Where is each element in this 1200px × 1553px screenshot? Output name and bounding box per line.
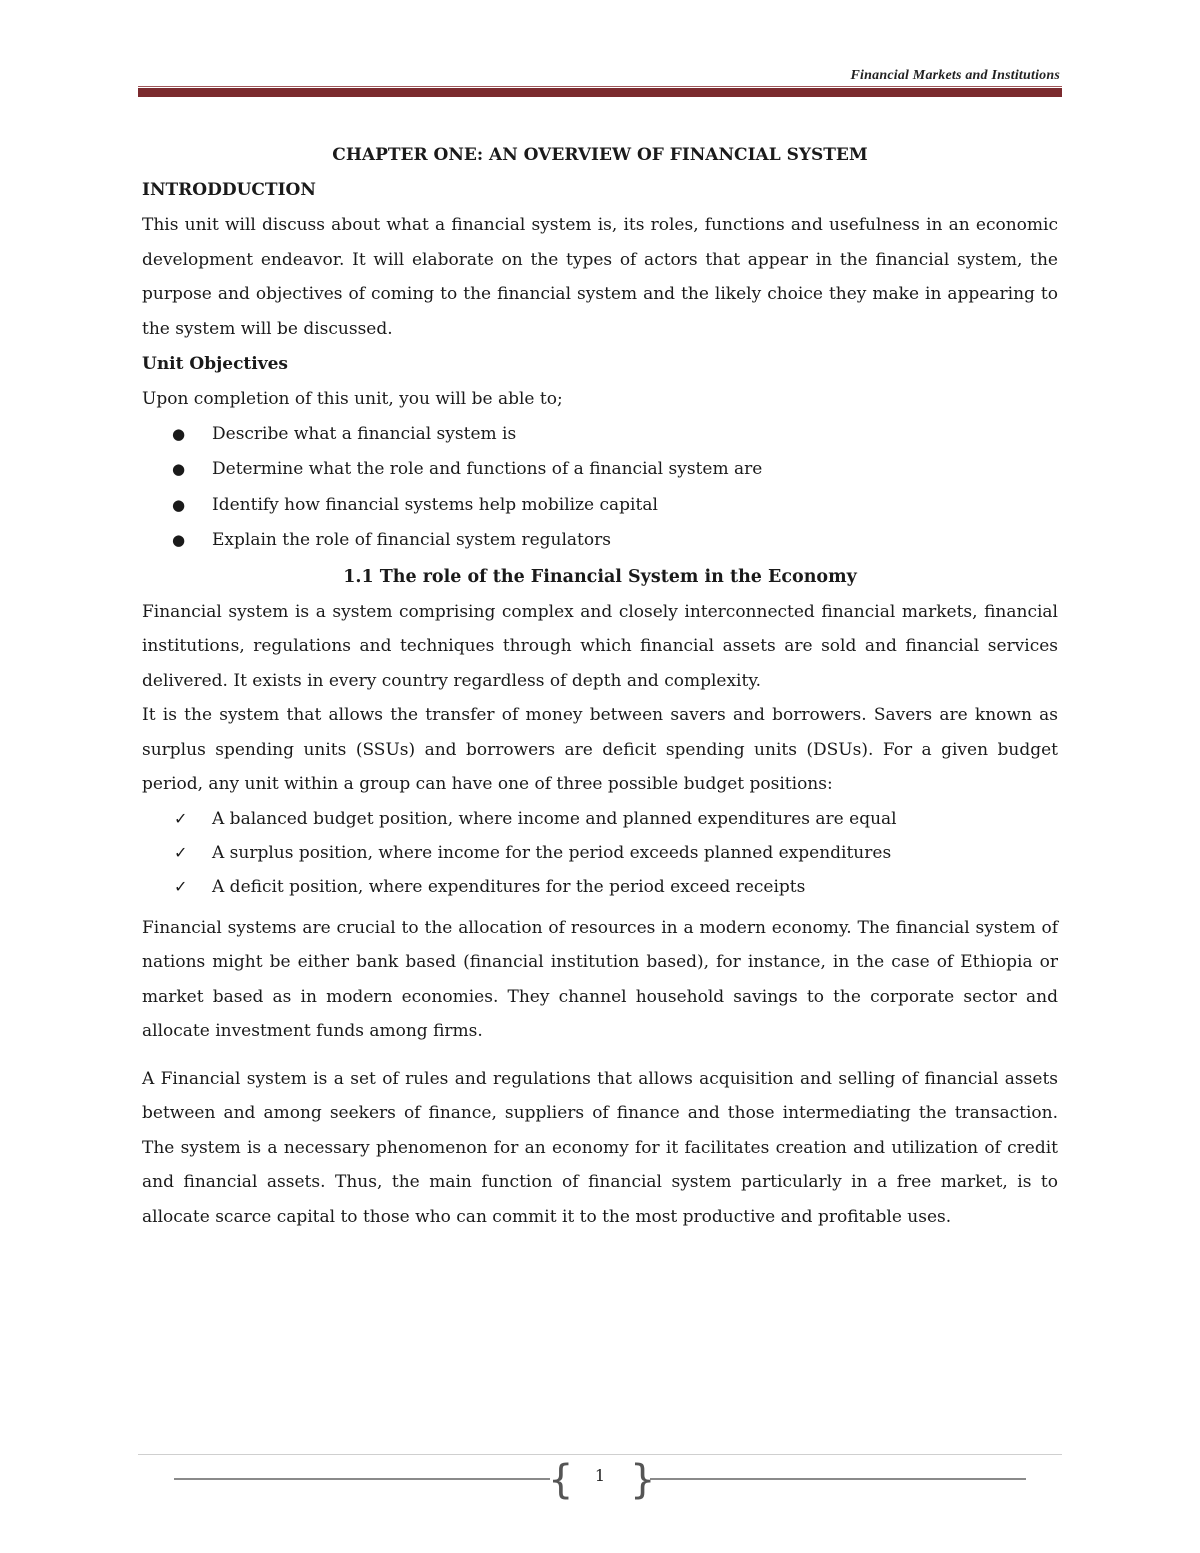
list-item [142, 488, 1058, 524]
list-item-text: Describe what a financial system is [212, 423, 517, 444]
budget-positions-list [142, 802, 1058, 904]
bullet-icon: ● [172, 460, 186, 478]
left-bracket-icon: { [548, 1457, 574, 1503]
header-rule [138, 88, 1062, 97]
running-header-title: Financial Markets and Institutions [850, 68, 1060, 83]
introduction-paragraph: This unit will discuss about what a financial system is, its roles, functions and usefulness in an economic development endeavor. It will elaborate on the types of actors that appear in the financial system, the purpose and objectives of coming to the financial system and the likely choice they make in appearing to the system will be discussed. [142, 215, 1058, 339]
page-number: 1 [594, 1466, 606, 1485]
list-item [142, 523, 1058, 559]
spacer [142, 1049, 1058, 1062]
list-item-text: Determine what the role and functions of a financial system are [212, 459, 763, 479]
footer-divider [138, 1454, 1062, 1455]
list-item [142, 452, 1058, 488]
section-paragraph-2: It is the system that allows the transfer of money between savers and borrowers. Savers are known as surplus spending units (SSUs) and borrowers are deficit spending units (DSUs). For a given budget period, any unit within a group can have one of three possible budget positions: [142, 705, 1058, 794]
objectives-lead: Upon completion of this unit, you will be able to; [142, 389, 563, 409]
list-item-text: A deficit position, where expenditures for the period exceed receipts [212, 876, 806, 897]
section-title: 1.1 The role of the Financial System in the Economy [343, 566, 857, 587]
list-item-text: Explain the role of financial system regulators [212, 530, 611, 550]
checkmark-icon: ✓ [174, 842, 188, 862]
objectives-heading: Unit Objectives [142, 354, 289, 374]
section-paragraph-4: A Financial system is a set of rules and regulations that allows acquisition and selling of financial assets between and among seekers of finance, suppliers of finance and those intermediating the transaction. The system is a necessary phenomenon for an economy for it facilitates creation and utilization of credit and financial assets. Thus, the main function of financial system particularly in a free market, is to allocate scarce capital to those who can commit it to the most productive and profitable uses. [142, 1068, 1058, 1227]
list-item [142, 417, 1058, 453]
footer-line-left [174, 1478, 550, 1480]
bullet-icon: ● [172, 495, 186, 514]
checkmark-icon: ✓ [174, 808, 188, 828]
checkmark-icon: ✓ [174, 876, 188, 896]
list-item [142, 836, 1058, 870]
bullet-icon: ● [172, 424, 186, 443]
right-bracket-icon: } [630, 1457, 656, 1503]
spacer [142, 904, 1058, 911]
section-paragraph-1: Financial system is a system comprising complex and closely interconnected financial markets, financial institutions, regulations and techniques through which financial assets are sold and financial services delivered. It exists in every country regardless of depth and complexity. [142, 601, 1058, 691]
bullet-icon: ● [172, 531, 186, 549]
list-item-text: A surplus position, where income for the period exceeds planned expenditures [212, 842, 892, 863]
footer-line-right [650, 1478, 1026, 1480]
chapter-title: CHAPTER ONE: AN OVERVIEW OF FINANCIAL SYSTEM [332, 145, 868, 165]
introduction-heading: INTRODDUCTION [142, 180, 316, 200]
list-item [142, 870, 1058, 904]
page-content [142, 138, 1058, 1234]
list-item-text: A balanced budget position, where income and planned expenditures are equal [212, 808, 897, 829]
section-paragraph-3: Financial systems are crucial to the allocation of resources in a modern economy. The financial system of nations might be either bank based (financial institution based), for instance, in the case of Ethiopia or market based as in modern economies. They channel household savings to the corporate sector and allocate investment funds among firms. [142, 917, 1058, 1041]
objectives-list [142, 417, 1058, 559]
header-rule-thin [138, 86, 1062, 87]
list-item [142, 802, 1058, 836]
list-item-text: Identify how financial systems help mobilize capital [212, 494, 658, 515]
